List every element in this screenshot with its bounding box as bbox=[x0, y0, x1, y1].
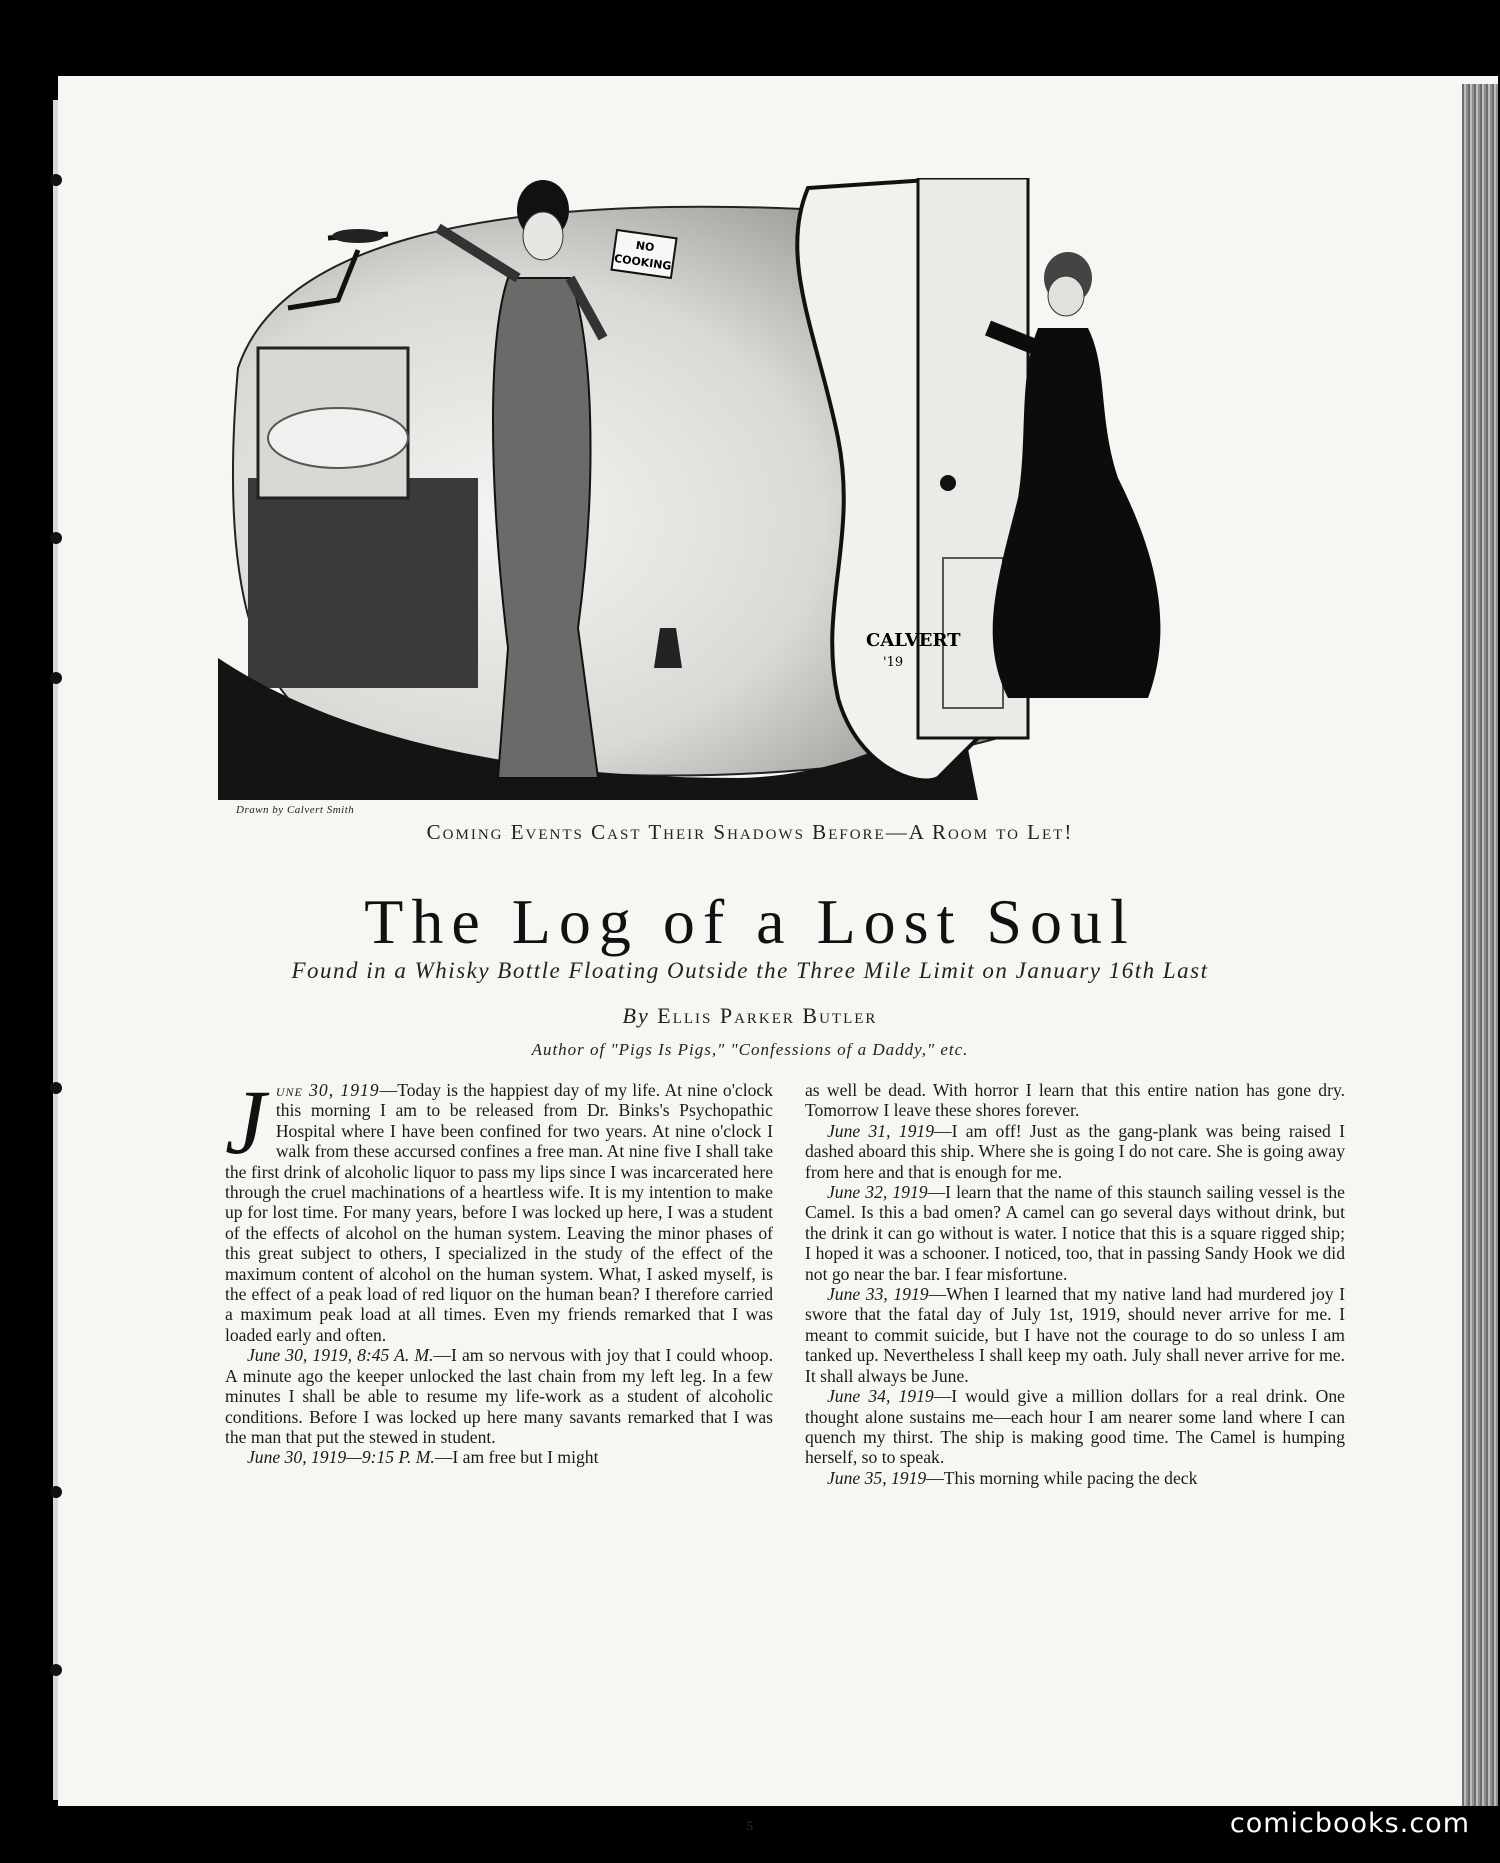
paragraph bbox=[225, 1071, 773, 1345]
drop-cap: J bbox=[225, 1071, 266, 1173]
paragraph bbox=[805, 1468, 1345, 1488]
article-subtitle: Found in a Whisky Bottle Floating Outside the Three Mile Limit on January 16th Last bbox=[291, 958, 1209, 983]
site-watermark: comicbooks.com bbox=[1229, 1808, 1470, 1839]
entry-date: June 30, 1919—9:15 P. M. bbox=[247, 1447, 435, 1468]
paragraph bbox=[805, 1386, 1345, 1468]
artist-signature: CALVERT bbox=[866, 630, 961, 651]
page-number: 5 bbox=[746, 1818, 754, 1833]
entry-date: June 31, 1919 bbox=[827, 1120, 934, 1141]
paragraph bbox=[225, 1345, 773, 1447]
paragraph bbox=[805, 1284, 1345, 1386]
paragraph bbox=[225, 1447, 773, 1467]
entry-date: une 30, 1919 bbox=[275, 1080, 380, 1100]
entry-text: —I am so nervous with joy that I could whoop. A minute ago the keeper unlocked the last chain from my left leg. In a few minutes I shall be able to resume my life-work as a student of alcoholic conditions. Before I was locked up here many savants remarked that I was the man that put the stewed in student. bbox=[225, 1345, 773, 1447]
byline-by: By bbox=[622, 1003, 650, 1028]
entry-date: June 30, 1919, 8:45 A. M. bbox=[247, 1345, 434, 1366]
bed bbox=[248, 478, 478, 688]
binding-stitch bbox=[50, 1486, 62, 1498]
article-title: The Log of a Lost Soul bbox=[364, 886, 1136, 957]
entry-text: —I learn that the name of this staunch sailing vessel is the Camel. Is this a bad omen? A camel can go several days without drink, but the drink it can go without is water. I notice that this is a square rigged ship; I hoped it was a schooner. I noticed, too, that in passing Sandy Hook we did not go near the bar. I fear misfortune. bbox=[805, 1182, 1345, 1284]
entry-date: June 33, 1919 bbox=[827, 1284, 929, 1305]
sign-line1: NO bbox=[634, 238, 656, 255]
binding-stitch bbox=[50, 174, 62, 186]
entry-date: June 32, 1919 bbox=[827, 1182, 928, 1203]
entry-text: —Today is the happiest day of my life. At nine o'clock this morning I am to be released from Dr. Binks's Psychopathic Hospital where I have been confined for two years. At nine o'clock I walk from these accursed confines a free man. At nine five I shall take the first drink of alcoholic liquor to pass my lips since I was incarcerated here through the cruel machinations of a heartless wife. It is my intention to make up for lost time. For many years, before I was locked up here, I was a student of the effects of alcohol on the human system. Leaving the minor phases of this great subject to others, I specialized in the study of the effect of the maximum content of alcohol on the human system. What, I asked myself, is the effect of a peak load of red liquor on the human bean? I therefore carried a maximum peak load at all times. Even my friends remarked that I was loaded early and often. bbox=[225, 1080, 773, 1345]
article-column-right bbox=[805, 1080, 1345, 1488]
binding-stitch bbox=[50, 532, 62, 544]
binding-stitch bbox=[50, 1082, 62, 1094]
entry-date: June 35, 1919 bbox=[827, 1467, 927, 1488]
paragraph bbox=[805, 1182, 1345, 1284]
paragraph bbox=[805, 1121, 1345, 1182]
illustration bbox=[218, 178, 1353, 800]
entry-date: June 34, 1919 bbox=[827, 1386, 934, 1407]
illustration-credit: Drawn by Calvert Smith bbox=[236, 804, 355, 816]
entry-text: —When I learned that my native land had murdered joy I swore that the fatal day of July 1st, 1919, should never arrive for me. I meant to commit suicide, but I have not the courage to do so unless I am tanked up. Nevertheless I shall keep my oath. July shall never arrive for me. It shall always be June. bbox=[805, 1284, 1345, 1386]
byline bbox=[0, 1003, 1500, 1029]
entry-text: —This morning while pacing the deck bbox=[926, 1467, 1198, 1488]
artist-signature-year: '19 bbox=[883, 655, 904, 670]
entry-text: —I am free but I might bbox=[434, 1447, 599, 1468]
entry-text: as well be dead. With horror I learn that this entire nation has gone dry. Tomorrow I leave these shores forever. bbox=[805, 1080, 1345, 1121]
binding-stitch bbox=[50, 1664, 62, 1676]
entry-text: —I would give a million dollars for a real drink. One thought alone sustains me—each hour I am nearer some land where I can quench my thirst. The ship is making good time. The Camel is humping herself, so to speak. bbox=[805, 1386, 1345, 1468]
paragraph bbox=[805, 1080, 1345, 1121]
article-column-left bbox=[225, 1071, 773, 1468]
illustration-caption: Coming Events Cast Their Shadows Before—A Room to Let! bbox=[426, 820, 1074, 844]
entry-text: —I am off! Just as the gang-plank was being raised I dashed aboard this ship. Where she is going I do not care. She is going away from here and that is enough for me. bbox=[805, 1120, 1345, 1182]
author-note: Author of "Pigs Is Pigs," "Confessions of a Daddy," etc. bbox=[531, 1040, 969, 1059]
binding-stitch bbox=[50, 672, 62, 684]
sign-line2: COOKING bbox=[613, 251, 673, 273]
byline-author: Ellis Parker Butler bbox=[657, 1003, 878, 1028]
